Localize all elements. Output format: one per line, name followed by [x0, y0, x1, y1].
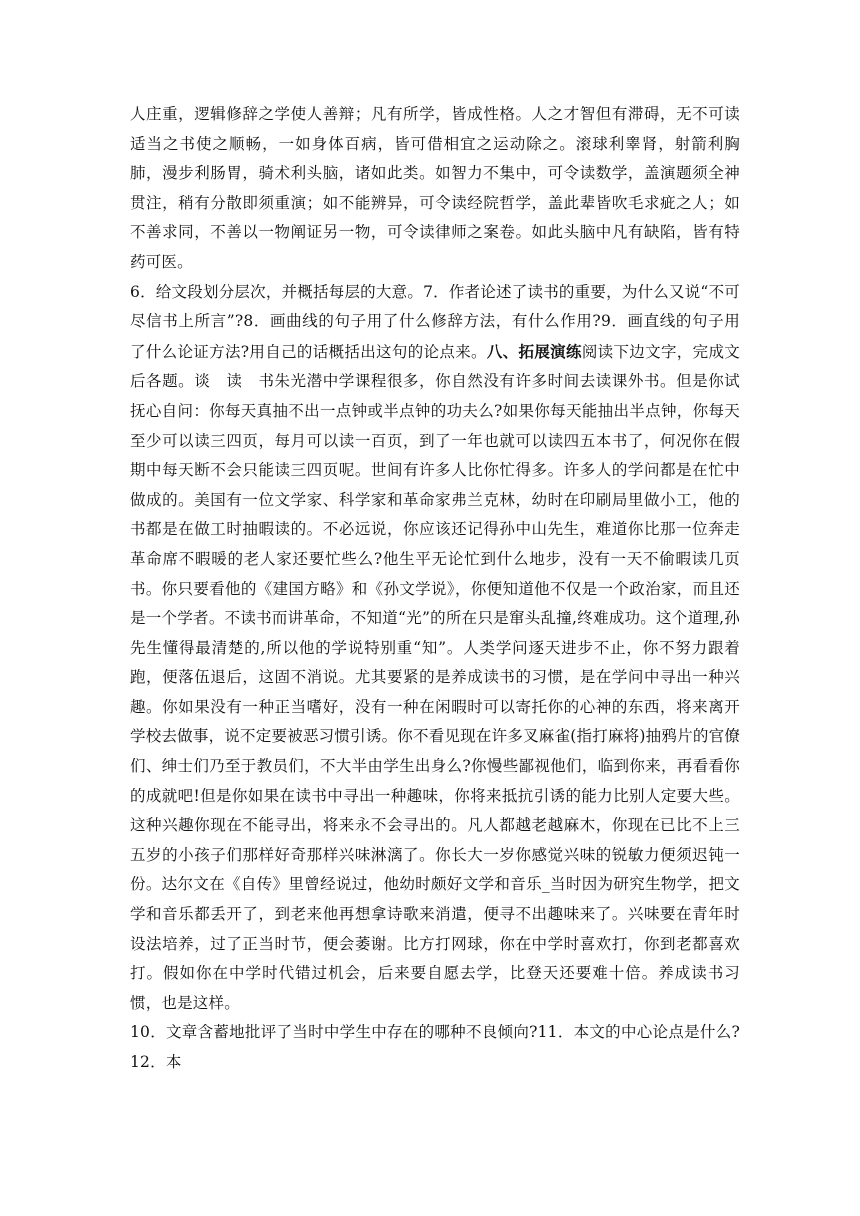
- paragraph-questions-and-reading: [130, 278, 740, 1019]
- paragraph-essay-excerpt: 人庄重，逻辑修辞之学使人善辩；凡有所学，皆成性格。人之才智但有滞碍，无不可读适当之书使之顺畅，一如身体百病，皆可借相宜之运动除之。滚球利睾肾，射箭利胸肺，漫步利肠胃，骑术利头脑，诸如此类。如智力不集中，可令读数学，盖演题须全神贯注，稍有分散即须重演；如不能辨异，可令读经院哲学，盖此辈皆吹毛求疵之人；如不善求同，不善以一物阐证另一物，可令读律师之案卷。如此头脑中凡有缺陷，皆有特药可医。: [130, 105, 740, 271]
- section-heading-extension-practice: 八、拓展演练: [486, 341, 582, 361]
- document-body: [130, 100, 740, 1078]
- questions-6-9-text: 6．给文段划分层次，并概括每层的大意。7．作者论述了读书的重要，为什么又说“不可尽信书上所言”?8．画曲线的句子用了什么修辞方法，有什么作用?9．画直线的句子用了什么论证方法?用自己的话概括出这句的论点来。: [130, 282, 740, 361]
- paragraph-questions-10-12: 10．文章含蓄地批评了当时中学生中存在的哪种不良倾向?11．本文的中心论点是什么?12．本: [130, 1023, 740, 1071]
- reading-passage-text: 阅读下边文字，完成文后各题。谈 读 书朱光潜中学课程很多，你自然没有许多时间去读课外书。但是你试抚心自问：你每天真抽不出一点钟或半点钟的功夫么?如果你每天能抽出半点钟，你每天至少可以读三四页，每月可以读一百页，到了一年也就可以读四五本书了，何况你在假期中每天断不会只能读三四页呢。世间有许多人比你忙得多。许多人的学问都是在忙中做成的。美国有一位文学家、科学家和革命家弗兰克林，幼时在印刷局里做小工，他的书都是在做工时抽暇读的。不必远说，你应该还记得孙中山先生，难道你比那一位奔走革命席不暇暖的老人家还要忙些么?他生平无论忙到什么地步，没有一天不偷暇读几页书。你只要看他的《建国方略》和《孙文学说》，你便知道他不仅是一个政治家，而且还是一个学者。不读书而讲革命，不知道“光”的所在只是窜头乱撞,终难成功。这个道理,孙先生懂得最清楚的,所以他的学说特别重“知”。人类学问逐天进步不止，你不努力跟着跑，便落伍退后，这固不消说。尤其要紧的是养成读书的习惯，是在学问中寻出一种兴趣。你如果没有一种正当嗜好，没有一种在闲暇时可以寄托你的心神的东西，将来离开学校去做事，说不定要被恶习惯引诱。你不看见现在许多叉麻雀(指打麻将)抽鸦片的官僚们、绅士们乃至于教员们，不大半由学生出身么?你慢些鄙视他们，临到你来，再看看你的成就吧!但是你如果在读书中寻出一种趣味，你将来抵抗引诱的能力比别人定要大些。这种兴趣你现在不能寻出，将来永不会寻出的。凡人都越老越麻木，你现在已比不上三五岁的小孩子们那样好奇那样兴味淋漓了。你长大一岁你感觉兴味的锐敏力便须迟钝一份。达尔文在《自传》里曾经说过，他幼时颇好文学和音乐_当时因为研究生物学，把文学和音乐都丢开了，到老来他再想拿诗歌来消遣，便寻不出趣味来了。兴味要在青年时设法培养，过了正当时节，便会萎谢。比方打网球，你在中学时喜欢打，你到老都喜欢打。假如你在中学时代错过机会，后来要自愿去学，比登天还要难十倍。养成读书习惯，也是这样。: [130, 342, 740, 1012]
